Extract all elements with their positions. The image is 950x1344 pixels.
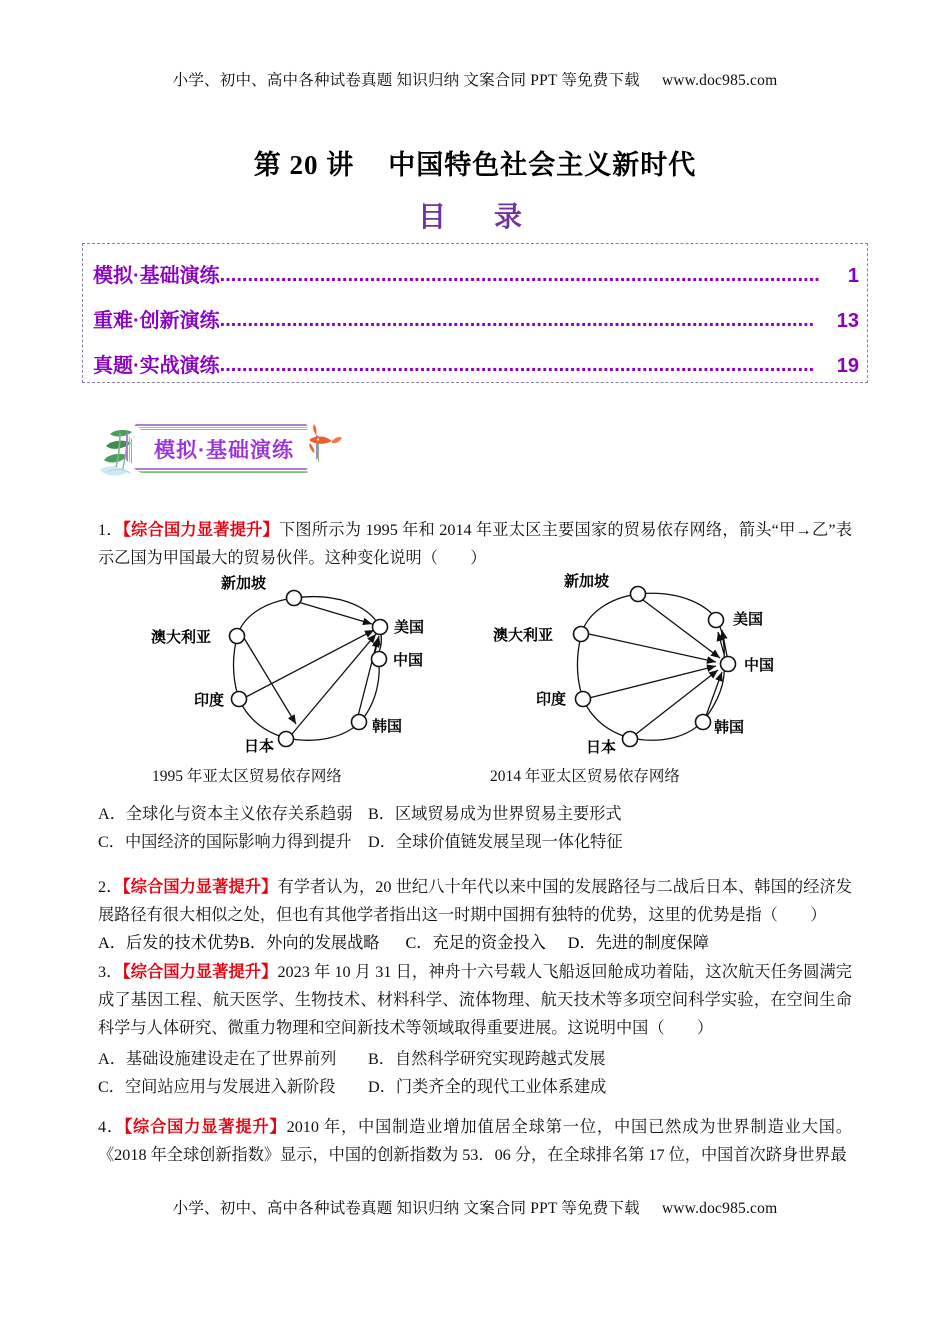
node-label-usa: 美国 [394, 619, 425, 636]
toc-leader-dots: ........................................................................................................... [219, 309, 815, 331]
node-label-korea: 韩国 [714, 719, 745, 736]
question-2-option-a[interactable]: A．后发的技术优势 [98, 934, 240, 952]
question-1-option-d[interactable]: D．全球价值链发展呈现一体化特征 [368, 833, 623, 851]
figure-2014-caption: 2014 年亚太区贸易依存网络 [490, 768, 680, 785]
node-label-india: 印度 [536, 691, 567, 708]
question-3-stem [98, 958, 852, 1042]
node-label-singapore: 新加坡 [564, 573, 610, 590]
question-1-number: 1． [98, 521, 123, 539]
question-3-options [98, 1045, 852, 1101]
toc-item-label: 重难·创新演练 [93, 310, 220, 332]
toc-leader-dots: ........................................................................................................... [219, 354, 815, 376]
running-header-url: www.doc985.com [661, 72, 778, 89]
question-4-stem [98, 1113, 852, 1169]
node-label-australia: 澳大利亚 [151, 629, 212, 646]
figure-1995-network [146, 572, 476, 762]
toc-item-label: 模拟·基础演练 [93, 265, 220, 287]
question-2-tag: 【综合国力显著提升】 [122, 878, 278, 896]
node-label-australia: 澳大利亚 [493, 627, 554, 644]
question-3-options-row-1 [98, 1045, 852, 1073]
question-1-option-a[interactable]: A．全球化与资本主义依存关系趋弱 [98, 805, 353, 823]
node-label-singapore: 新加坡 [221, 575, 267, 592]
question-2-stem [98, 873, 852, 929]
toc-heading: 目 录 [417, 201, 532, 232]
figure-2014-network [488, 572, 818, 762]
toc-item-1[interactable] [93, 304, 859, 333]
question-2-options [98, 929, 852, 957]
question-2-option-b[interactable]: B．外向的发展战略 [239, 934, 380, 952]
section-banner [98, 420, 343, 482]
toc-box [82, 243, 868, 383]
toc-item-page: 1 [847, 265, 859, 287]
question-3-option-b[interactable]: B．自然科学研究实现跨越式发展 [368, 1050, 606, 1068]
title-name: 中国特色社会主义新时代 [388, 150, 697, 180]
node-label-china: 中国 [744, 657, 775, 674]
question-2-option-c[interactable]: C．充足的资金投入 [405, 934, 546, 952]
toc-item-2[interactable] [93, 349, 859, 378]
question-4-tag: 【综合国力显著提升】 [124, 1118, 287, 1136]
question-1-stem [98, 516, 852, 572]
running-header [0, 68, 950, 90]
question-4-text: 2010 年，中国制造业增加值居全球第一位，中国已然成为世界制造业大国。《2018 年全球创新指数》显示，中国的创新指数为 53．06 分，在全球排名第 17 位，中国首次跻身世界最 [98, 1118, 853, 1164]
question-1-option-b[interactable]: B．区域贸易成为世界贸易主要形式 [368, 805, 622, 823]
toc-item-page: 13 [836, 310, 859, 332]
question-1-text: 下图所示为 1995 年和 2014 年亚太区主要国家的贸易依存网络，箭头“甲→乙”表示乙国为甲国最大的贸易伙伴。这种变化说明（ ） [98, 521, 853, 567]
question-4-number: 4． [98, 1118, 125, 1136]
question-3-option-d[interactable]: D．门类齐全的现代工业体系建成 [368, 1078, 607, 1096]
question-1-tag: 【综合国力显著提升】 [122, 521, 279, 539]
running-footer-text: 小学、初中、高中各种试卷真题 知识归纳 文案合同 PPT 等免费下载 [172, 1200, 640, 1217]
figure-1995-caption: 1995 年亚太区贸易依存网络 [152, 768, 342, 785]
running-header-text: 小学、初中、高中各种试卷真题 知识归纳 文案合同 PPT 等免费下载 [172, 72, 640, 89]
question-3-tag: 【综合国力显著提升】 [122, 963, 278, 981]
node-label-usa: 美国 [733, 611, 764, 628]
running-footer-url: www.doc985.com [661, 1200, 778, 1217]
question-3-option-a[interactable]: A．基础设施建设走在了世界前列 [98, 1050, 337, 1068]
node-label-japan: 日本 [244, 738, 275, 755]
title-lecture-number: 第 20 讲 [253, 150, 355, 180]
toc-item-page: 19 [836, 355, 859, 377]
question-2-number: 2． [98, 878, 123, 896]
question-2-option-d[interactable]: D．先进的制度保障 [567, 934, 709, 952]
toc-item-label: 真题·实战演练 [93, 355, 220, 377]
page-title [0, 143, 950, 182]
figure-group [140, 572, 830, 794]
question-1-options [98, 800, 852, 856]
koi-fish-icon [294, 416, 350, 472]
banner-label: 模拟·基础演练 [154, 439, 294, 462]
question-3-number: 3． [98, 963, 123, 981]
question-1-options-row-2 [98, 828, 852, 856]
toc-leader-dots: ............................................................................................................ [219, 264, 820, 286]
toc-item-0[interactable] [93, 259, 859, 288]
node-label-china: 中国 [393, 652, 424, 669]
question-3-options-row-2 [98, 1073, 852, 1101]
node-label-japan: 日本 [586, 739, 617, 756]
question-3-text: 2023 年 10 月 31 日，神舟十六号载人飞船返回舱成功着陆，这次航天任务圆满完成了基因工程、航天医学、生物技术、材料科学、流体物理、航天技术等多项空间科学实验，在空间生命科学与人体研究、微重力物理和空间新技术等领域取得重要进展。这说明中国（ ） [98, 963, 852, 1037]
question-3-option-c[interactable]: C．空间站应用与发展进入新阶段 [98, 1078, 336, 1096]
question-1-options-row-1 [98, 800, 852, 828]
running-footer [0, 1196, 950, 1218]
question-2-text: 有学者认为，20 世纪八十年代以来中国的发展路径与二战后日本、韩国的经济发展路径有很大相似之处，但也有其他学者指出这一时期中国拥有独特的优势，这里的优势是指（ ） [98, 878, 852, 924]
node-label-korea: 韩国 [372, 718, 403, 735]
node-label-india: 印度 [194, 692, 225, 709]
question-1-option-c[interactable]: C．中国经济的国际影响力得到提升 [98, 833, 352, 851]
